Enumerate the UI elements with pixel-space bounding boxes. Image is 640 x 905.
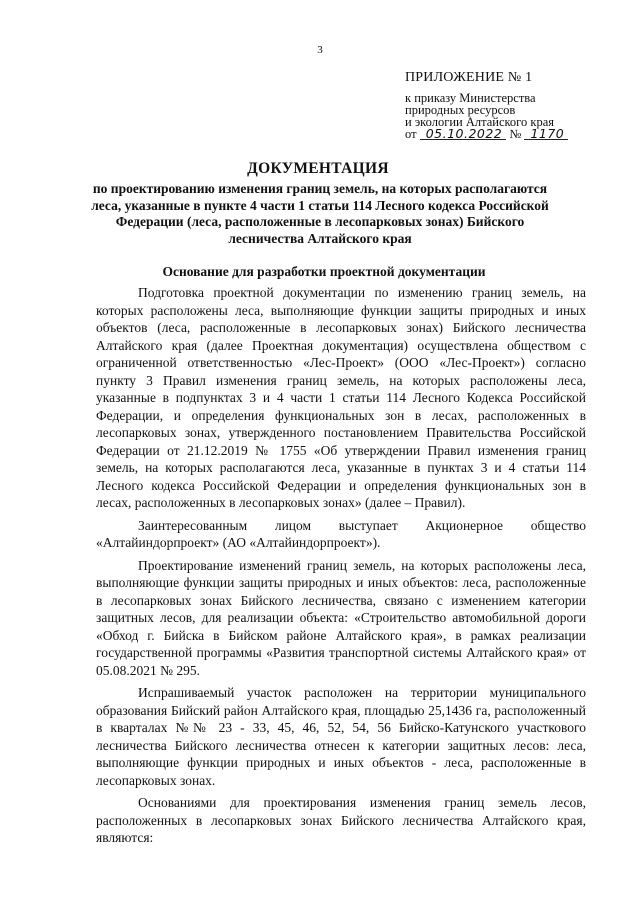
section-heading: Основание для разработки проектной документации (162, 264, 486, 279)
appendix-title: ПРИЛОЖЕНИЕ № 1 (405, 70, 533, 85)
paragraph-5: Основаниями для проектирования изменения границ земель лесов, расположенных в лесопарковых зонах Бийского лесничества Алтайского края, являются: (96, 795, 586, 845)
date-prefix: от (405, 127, 417, 141)
paragraph-4: Испрашиваемый участок расположен на территории муниципального образования Бийский район Алтайского края, площадью 25,1436 га, расположенный в кварталах №№ 23 - 33, 45, 46, 52, 54, 56 Бийско-Катунского участкового лесничества Бийского лесничества отнесен к категории защитных лесов: леса, выполняющие функции природных и иных объектов - леса, расположенные в лесопарковых зонах. (96, 685, 586, 788)
handwritten-date: 05.10.2022 (420, 128, 507, 140)
paragraph-2: Заинтересованным лицом выступает Акционерное общество «Алтайиндорпроект» (АО «Алтайиндорпроект»). (96, 517, 586, 550)
paragraph-1: Подготовка проектной документации по изменению границ земель, на которых расположены леса, выполняющие функции защиты природных и иных объектов (леса, расположенные в лесопарковых зонах) Бийского лесничества Алтайского края (далее Проектная документация) осуществлена обществом с ограниченной ответственностью «Лес-Проект» (ООО «Лес-Проект») согласно пункту 3 Правил изменения границ земель, на которых расположены леса, указанные в подпунктах 3 и 4 части 1 статьи 114 Лесного Кодекса Российской Федерации, и определения функциональных зон в лесах, расположенных в лесопарковых зонах, утвержденного постановлением Правительства Российской Федерации от 21.12.2019 № 1755 «Об утверждении Правил изменения границ земель, на которых располагаются леса, указанные в пунктах 3 и 4 статьи 114 Лесного кодекса Российской Федерации и определения функциональных зон в лесах, расположенных в лесопарковых зонах» (далее – Правил). (96, 285, 586, 510)
appendix-line-2: природных ресурсов (405, 103, 516, 117)
appendix-block (405, 72, 620, 140)
document-title: ДОКУМЕНТАЦИЯ (247, 160, 389, 177)
number-prefix: № (509, 127, 522, 141)
appendix-line-1: к приказу Министерства (405, 91, 536, 105)
page-number: 3 (317, 44, 323, 56)
paragraph-3: Проектирование изменений границ земель, на которых расположены леса, выполняющие функции защиты природных и иных объектов: леса, расположенные в лесопарковых зонах Бийского лесничества, связано с изменением категории защитных лесов, для реализации объекта: «Строительство автомобильной дороги «Обход г. Бийска в Бийском районе Алтайского края», в рамках реализации государственной программы «Развития транспортной системы Алтайского края» от 05.08.2021 № 295. (96, 557, 586, 678)
document-subtitle: по проектированию изменения границ земель, на которых располагаются леса, указанные в пункте 4 части 1 статьи 114 Лесного кодекса Российской Федерации (леса, расположенные в лесопарковых зонах) Бийского лесничества Алтайского края (91, 181, 549, 246)
handwritten-number: 1170 (524, 128, 568, 140)
body-text (96, 284, 586, 852)
appendix-line-3: и экологии Алтайского края (405, 115, 554, 129)
appendix-order-line (405, 128, 620, 140)
